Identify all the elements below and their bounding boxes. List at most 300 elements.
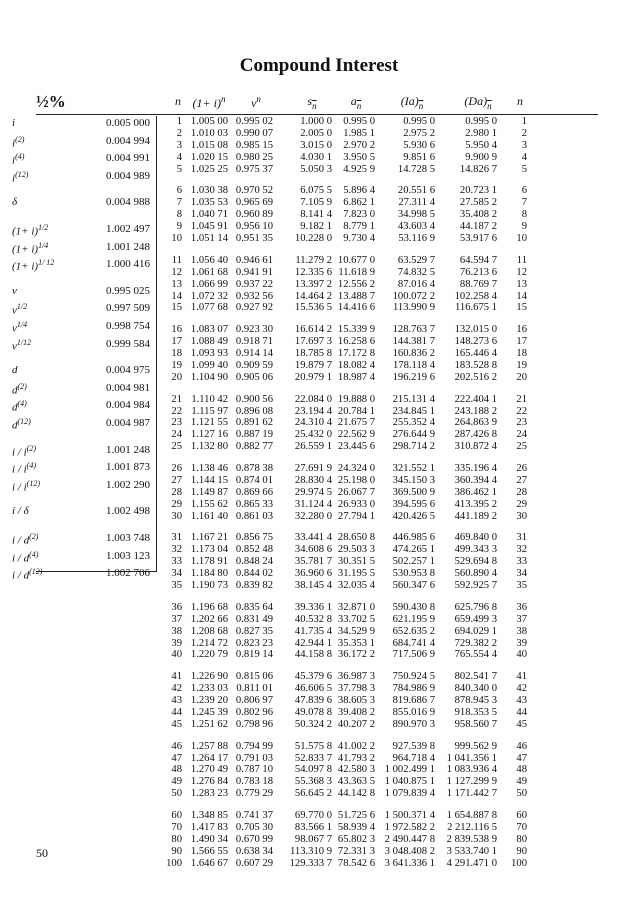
- table-cell: 8: [176, 209, 182, 221]
- table-cell: 54.097 8: [294, 764, 332, 776]
- table-cell: 21.675 7: [337, 417, 375, 429]
- table-cell: 590.430 8: [392, 601, 435, 613]
- table-cell: 34.608 6: [294, 544, 332, 556]
- table-cell: 0.811 01: [236, 683, 273, 695]
- table-cell: 33.702 5: [337, 613, 375, 625]
- table-cell: 1.144 15: [190, 474, 228, 486]
- table-cell: 9.851 6: [403, 151, 435, 163]
- table-cell: 60: [516, 810, 527, 821]
- table-cell: 1.061 68: [190, 266, 228, 278]
- table-cell: 560.890 4: [454, 568, 497, 580]
- table-cell: 0.861 03: [235, 510, 273, 522]
- table-cell: 0.794 99: [235, 740, 273, 752]
- table-cell: 116.675 1: [455, 302, 497, 314]
- table-cell: 38.605 3: [337, 695, 375, 706]
- table-cell: 0.960 89: [235, 209, 273, 221]
- table-cell: 45: [171, 718, 182, 730]
- table-cell: 69.770 0: [294, 810, 332, 821]
- table-cell: 1 500.371 4: [384, 810, 435, 821]
- table-cell: 0.918 71: [235, 336, 273, 348]
- table-cell: 12: [171, 266, 182, 278]
- table-cell: 21: [171, 393, 182, 405]
- table-cell: 0.823 23: [235, 637, 273, 649]
- table-cell: 17.172 8: [337, 348, 375, 359]
- table-cell: 1.099 40: [190, 359, 228, 371]
- table-cell: 196.219 6: [392, 371, 435, 383]
- table-cell: 49.078 8: [294, 706, 332, 718]
- table-cell: 222.404 1: [454, 393, 497, 405]
- table-cell: 3 533.740 1: [446, 845, 497, 857]
- table-cell: 394.595 6: [392, 498, 435, 510]
- table-cell: 42: [516, 683, 527, 695]
- function-name: $i^{(12)}$: [12, 169, 29, 185]
- table-cell: 36.172 2: [337, 649, 375, 661]
- table-cell: 360.394 4: [454, 474, 497, 486]
- table-cell: 40.207 2: [337, 718, 375, 730]
- table-cell: 72.331 3: [337, 845, 375, 857]
- table-cell: 9: [521, 221, 527, 233]
- table-cell: 28: [516, 486, 527, 498]
- table-cell: 0.887 19: [235, 429, 273, 441]
- table-cell: 46.606 5: [294, 683, 332, 695]
- table-cell: 48: [516, 764, 527, 776]
- table-cell: 27.691 9: [294, 463, 332, 474]
- table-cell: 918.353 5: [454, 706, 497, 718]
- table-cell: 10: [171, 233, 182, 244]
- table-cell: 0.905 06: [235, 371, 273, 383]
- table-cell: 98.067 7: [294, 833, 332, 845]
- table-cell: 38: [516, 625, 527, 637]
- table-cell: 60: [171, 810, 182, 821]
- table-cell: 3 641.336 1: [384, 857, 435, 869]
- table-cell: 38: [171, 625, 182, 637]
- table-cell: 0.927 92: [235, 302, 273, 314]
- table-cell: 499.343 3: [454, 544, 497, 556]
- table-cell: 0.779 29: [235, 788, 273, 800]
- table-cell: 750.924 5: [392, 671, 435, 683]
- table-cell: 2.980 1: [465, 127, 497, 139]
- table-cell: 41.793 2: [337, 752, 375, 764]
- table-cell: 1.088 49: [190, 336, 228, 348]
- function-value: 0.004 989: [106, 169, 150, 182]
- table-cell: 3 048.408 2: [384, 845, 435, 857]
- table-cell: 1 041.356 1: [446, 752, 497, 764]
- table-cell: 6: [176, 185, 182, 197]
- function-name: $(1+ i)^{1/4}$: [12, 240, 49, 256]
- table-cell: 0.909 59: [235, 359, 273, 371]
- table-cell: 30.351 5: [337, 556, 375, 568]
- function-value: 0.004 994: [106, 134, 150, 147]
- table-cell: 10.228 0: [294, 233, 332, 244]
- function-name: d: [12, 364, 18, 377]
- table-cell: 18.785 8: [294, 348, 332, 359]
- table-cell: 11.279 2: [295, 254, 332, 266]
- table-cell: 15: [171, 302, 182, 314]
- table-cell: 42.580 3: [337, 764, 375, 776]
- table-cell: 0.985 15: [235, 139, 273, 151]
- table-cell: 659.499 3: [454, 613, 497, 625]
- table-cell: 18.082 4: [337, 359, 375, 371]
- table-cell: 9: [176, 221, 182, 233]
- table-cell: 31: [516, 532, 527, 544]
- table-cell: 4 291.471 0: [446, 857, 497, 869]
- table-cell: 1.196 68: [190, 601, 228, 613]
- table-cell: 39.336 1: [294, 601, 332, 613]
- table-cell: 0.896 08: [235, 405, 273, 417]
- table-cell: 0.995 0: [465, 116, 497, 127]
- table-cell: 4.030 1: [300, 151, 332, 163]
- table-cell: 530.953 8: [392, 568, 435, 580]
- table-cell: 1 171.442 7: [446, 788, 497, 800]
- table-cell: 1.178 91: [190, 556, 228, 568]
- table-cell: 0.975 37: [235, 163, 273, 175]
- table-cell: 43: [171, 695, 182, 706]
- table-cell: 1.056 40: [190, 254, 228, 266]
- table-cell: 840.340 0: [454, 683, 497, 695]
- table-cell: 58.939 4: [337, 821, 375, 833]
- table-cell: 1.010 03: [190, 127, 228, 139]
- table-cell: 10: [516, 233, 527, 244]
- table-cell: 18.987 4: [337, 371, 375, 383]
- table-cell: 28.830 4: [294, 474, 332, 486]
- table-cell: 321.552 1: [392, 463, 435, 474]
- table-cell: 1.208 68: [190, 625, 228, 637]
- table-cell: 38.145 4: [294, 580, 332, 591]
- table-cell: 16: [171, 324, 182, 336]
- table-cell: 21: [516, 393, 527, 405]
- table-cell: 529.694 8: [454, 556, 497, 568]
- table-cell: 19: [171, 359, 182, 371]
- table-cell: 0.891 62: [235, 417, 273, 429]
- table-cell: 20.784 1: [337, 405, 375, 417]
- table-cell: 35.781 7: [294, 556, 332, 568]
- table-cell: 3.950 5: [343, 151, 375, 163]
- table-cell: 6.862 1: [343, 197, 375, 209]
- table-cell: 1.149 87: [190, 486, 228, 498]
- function-value: 0.004 975: [106, 364, 150, 377]
- table-cell: 13: [171, 278, 182, 290]
- function-name: $i^{(2)}$: [12, 134, 25, 150]
- table-cell: 0.946 61: [235, 254, 273, 266]
- table-cell: 23.194 4: [294, 405, 332, 417]
- table-cell: 1.127 16: [190, 429, 228, 441]
- table-cell: 0.970 52: [235, 185, 273, 197]
- table-cell: 52.833 7: [294, 752, 332, 764]
- page-number: 50: [36, 846, 48, 860]
- table-cell: 202.516 2: [454, 371, 497, 383]
- table-cell: 24.324 0: [337, 463, 375, 474]
- table-cell: 1 083.936 4: [446, 764, 497, 776]
- table-cell: 1.110 42: [191, 393, 228, 405]
- table-cell: 165.446 4: [454, 348, 497, 359]
- table-cell: 0.869 66: [235, 486, 273, 498]
- table-cell: 19: [516, 359, 527, 371]
- function-value: 1.002 290: [106, 478, 150, 491]
- table-cell: 8.141 4: [300, 209, 332, 221]
- table-cell: 14: [516, 290, 527, 302]
- table-cell: 11.618 9: [338, 266, 375, 278]
- table-cell: 0.951 35: [235, 233, 273, 244]
- table-cell: 31.124 4: [294, 498, 332, 510]
- table-cell: 34: [171, 568, 182, 580]
- table-cell: 1.646 67: [190, 857, 228, 869]
- table-cell: 113.310 9: [290, 845, 332, 857]
- table-cell: 26.559 1: [294, 441, 332, 453]
- table-cell: 0.914 14: [235, 348, 273, 359]
- table-cell: 36.987 3: [337, 671, 375, 683]
- column-header-6: $(Da)_{\overline{n}}$: [464, 94, 492, 111]
- table-cell: 20.979 1: [294, 371, 332, 383]
- table-cell: 53.917 6: [459, 233, 497, 244]
- table-cell: 31: [171, 532, 182, 544]
- table-cell: 2.005 0: [300, 127, 332, 139]
- function-value: 1.003 748: [106, 532, 150, 544]
- table-cell: 23: [171, 417, 182, 429]
- table-cell: 652.635 2: [392, 625, 435, 637]
- table-cell: 43.363 5: [337, 776, 375, 788]
- table-cell: 90: [171, 845, 182, 857]
- table-cell: 1.005 00: [190, 116, 228, 127]
- table-cell: 1.161 40: [190, 510, 228, 522]
- table-cell: 1.276 84: [190, 776, 228, 788]
- table-cell: 183.528 8: [454, 359, 497, 371]
- table-cell: 1.270 49: [190, 764, 228, 776]
- table-cell: 18: [171, 348, 182, 359]
- table-cell: 765.554 4: [454, 649, 497, 661]
- table-cell: 0.878 38: [235, 463, 273, 474]
- table-cell: 45.379 6: [294, 671, 332, 683]
- table-cell: 27: [516, 474, 527, 486]
- table-cell: 819.686 7: [392, 695, 435, 706]
- table-cell: 502.257 1: [392, 556, 435, 568]
- table-cell: 1.184 80: [190, 568, 228, 580]
- table-cell: 16.258 6: [337, 336, 375, 348]
- table-cell: 37: [516, 613, 527, 625]
- table-cell: 20: [516, 371, 527, 383]
- table-cell: 56.645 2: [294, 788, 332, 800]
- table-cell: 1.214 72: [190, 637, 228, 649]
- function-value: 0.005 000: [106, 117, 150, 129]
- table-cell: 243.188 2: [454, 405, 497, 417]
- table-cell: 6.075 5: [300, 185, 332, 197]
- table-cell: 0.865 33: [235, 498, 273, 510]
- table-cell: 29.503 3: [337, 544, 375, 556]
- table-cell: 50: [171, 788, 182, 800]
- function-name: i / $d^{(12)}$: [12, 567, 43, 582]
- table-cell: 1 127.299 9: [446, 776, 497, 788]
- table-cell: 1.072 32: [190, 290, 228, 302]
- table-cell: 5.950 4: [465, 139, 497, 151]
- table-cell: 29.974 5: [294, 486, 332, 498]
- table-cell: 335.196 4: [454, 463, 497, 474]
- table-cell: 14.416 6: [337, 302, 375, 314]
- table-cell: 36: [171, 601, 182, 613]
- table-cell: 1.015 08: [190, 139, 228, 151]
- table-cell: 0.819 14: [235, 649, 273, 661]
- table-cell: 1.264 17: [190, 752, 228, 764]
- table-cell: 0.852 48: [235, 544, 273, 556]
- table-cell: 100: [166, 857, 182, 869]
- table-cell: 14.728 5: [397, 163, 435, 175]
- table-cell: 27: [171, 474, 182, 486]
- table-cell: 0.791 03: [235, 752, 273, 764]
- function-value: 1.001 248: [106, 240, 150, 253]
- table-cell: 4.925 9: [343, 163, 375, 175]
- table-cell: 15.536 5: [294, 302, 332, 314]
- table-cell: 14.464 2: [294, 290, 332, 302]
- table-cell: 0.932 56: [235, 290, 273, 302]
- column-header-1: $(1+ i)^n$: [192, 94, 226, 110]
- table-cell: 53.116 9: [398, 233, 435, 244]
- table-cell: 22.084 0: [294, 393, 332, 405]
- table-cell: 469.840 0: [454, 532, 497, 544]
- table-cell: 386.462 1: [454, 486, 497, 498]
- table-cell: 0.937 22: [235, 278, 273, 290]
- table-cell: 41: [516, 671, 527, 683]
- table-cell: 23.445 6: [337, 441, 375, 453]
- column-header-5: $(Ia)_{\overline{n}}$: [400, 94, 424, 111]
- table-cell: 32.280 0: [294, 510, 332, 522]
- table-cell: 19.879 7: [294, 359, 332, 371]
- column-header-7: n: [517, 94, 523, 108]
- table-cell: 47.839 6: [294, 695, 332, 706]
- table-cell: 48: [171, 764, 182, 776]
- function-value: 0.004 981: [106, 381, 150, 394]
- table-cell: 0.923 30: [235, 324, 273, 336]
- table-cell: 1.566 55: [190, 845, 228, 857]
- table-cell: 0.835 64: [235, 601, 273, 613]
- table-cell: 0.815 06: [235, 671, 273, 683]
- table-cell: 0.607 29: [235, 857, 273, 869]
- table-cell: 17.697 3: [294, 336, 332, 348]
- table-cell: 0.874 01: [235, 474, 273, 486]
- table-cell: 5.896 4: [343, 185, 375, 197]
- table-cell: 128.763 7: [392, 324, 435, 336]
- table-cell: 441.189 2: [454, 510, 497, 522]
- table-cell: 255.352 4: [392, 417, 435, 429]
- table-cell: 2.975 2: [403, 127, 435, 139]
- table-cell: 1.239 20: [190, 695, 228, 706]
- table-cell: 8.779 1: [343, 221, 375, 233]
- table-cell: 684.741 4: [392, 637, 435, 649]
- table-cell: 234.845 1: [392, 405, 435, 417]
- table-cell: 22: [516, 405, 527, 417]
- table-cell: 25.432 0: [294, 429, 332, 441]
- table-cell: 0.980 25: [235, 151, 273, 163]
- header-rule: [36, 114, 598, 115]
- table-cell: 7.105 9: [300, 197, 332, 209]
- table-cell: 2.970 2: [343, 139, 375, 151]
- table-cell: 0.956 10: [235, 221, 273, 233]
- table-cell: 1.283 23: [190, 788, 228, 800]
- table-cell: 45: [516, 718, 527, 730]
- table-cell: 113.990 9: [393, 302, 435, 314]
- function-name: $v^{1/4}$: [12, 320, 28, 335]
- function-value: 1.002 498: [106, 505, 150, 518]
- table-cell: 29: [516, 498, 527, 510]
- table-cell: 30: [516, 510, 527, 522]
- table-cell: 1.233 03: [190, 683, 228, 695]
- table-cell: 276.644 9: [392, 429, 435, 441]
- table-cell: 78.542 6: [337, 857, 375, 869]
- table-cell: 1.077 68: [190, 302, 228, 314]
- table-cell: 3: [176, 139, 182, 151]
- table-cell: 15: [516, 302, 527, 314]
- table-cell: 298.714 2: [392, 441, 435, 453]
- table-cell: 446.985 6: [392, 532, 435, 544]
- table-cell: 23: [516, 417, 527, 429]
- table-cell: 4: [176, 151, 182, 163]
- table-cell: 22.562 9: [337, 429, 375, 441]
- table-cell: 1.226 90: [190, 671, 228, 683]
- table-cell: 42: [171, 683, 182, 695]
- table-cell: 100.072 2: [392, 290, 435, 302]
- table-cell: 0.856 75: [235, 532, 273, 544]
- table-cell: 890.970 3: [392, 718, 435, 730]
- table-cell: 178.118 4: [393, 359, 435, 371]
- table-cell: 1.030 38: [190, 185, 228, 197]
- table-cell: 1.202 66: [190, 613, 228, 625]
- table-cell: 13.488 7: [337, 290, 375, 302]
- table-cell: 76.213 6: [459, 266, 497, 278]
- table-cell: 36.960 6: [294, 568, 332, 580]
- table-cell: 14: [171, 290, 182, 302]
- table-cell: 1.000 0: [300, 116, 332, 127]
- table-cell: 28: [171, 486, 182, 498]
- table-cell: 34: [516, 568, 527, 580]
- table-cell: 1.132 80: [190, 441, 228, 453]
- function-name: i / δ: [12, 505, 29, 518]
- table-cell: 0.839 82: [235, 580, 273, 591]
- table-cell: 26: [171, 463, 182, 474]
- table-cell: 14.826 7: [459, 163, 497, 175]
- table-cell: 1: [521, 116, 527, 127]
- table-cell: 39: [516, 637, 527, 649]
- table-cell: 1.220 79: [190, 649, 228, 661]
- table-cell: 33.441 4: [294, 532, 332, 544]
- table-cell: 560.347 6: [392, 580, 435, 591]
- table-cell: 0.787 10: [235, 764, 273, 776]
- table-cell: 1.083 07: [190, 324, 228, 336]
- table-cell: 90: [516, 845, 527, 857]
- table-cell: 1.045 91: [190, 221, 228, 233]
- table-cell: 33: [516, 556, 527, 568]
- function-value: 1.002 497: [106, 223, 150, 235]
- function-name: v: [12, 284, 17, 297]
- table-cell: 44: [171, 706, 182, 718]
- table-cell: 0.900 56: [235, 393, 273, 405]
- table-cell: 878.945 3: [454, 695, 497, 706]
- table-cell: 1.251 62: [190, 718, 228, 730]
- table-cell: 144.381 7: [392, 336, 435, 348]
- table-cell: 1 002.499 1: [384, 764, 435, 776]
- table-cell: 7.823 0: [343, 209, 375, 221]
- table-cell: 0.827 35: [235, 625, 273, 637]
- table-cell: 369.500 9: [392, 486, 435, 498]
- function-name: i / $d^{(4)}$: [12, 549, 39, 565]
- table-cell: 47: [516, 752, 527, 764]
- table-cell: 33: [171, 556, 182, 568]
- function-value: 1.000 416: [106, 258, 150, 271]
- table-cell: 0.995 02: [235, 116, 273, 127]
- table-cell: 1.121 55: [190, 417, 228, 429]
- table-cell: 28.650 8: [337, 532, 375, 544]
- table-cell: 5.930 6: [403, 139, 435, 151]
- table-cell: 1.985 1: [343, 127, 375, 139]
- table-cell: 26: [516, 463, 527, 474]
- function-name: i / $i^{(2)}$: [12, 443, 36, 459]
- table-cell: 31.195 5: [337, 568, 375, 580]
